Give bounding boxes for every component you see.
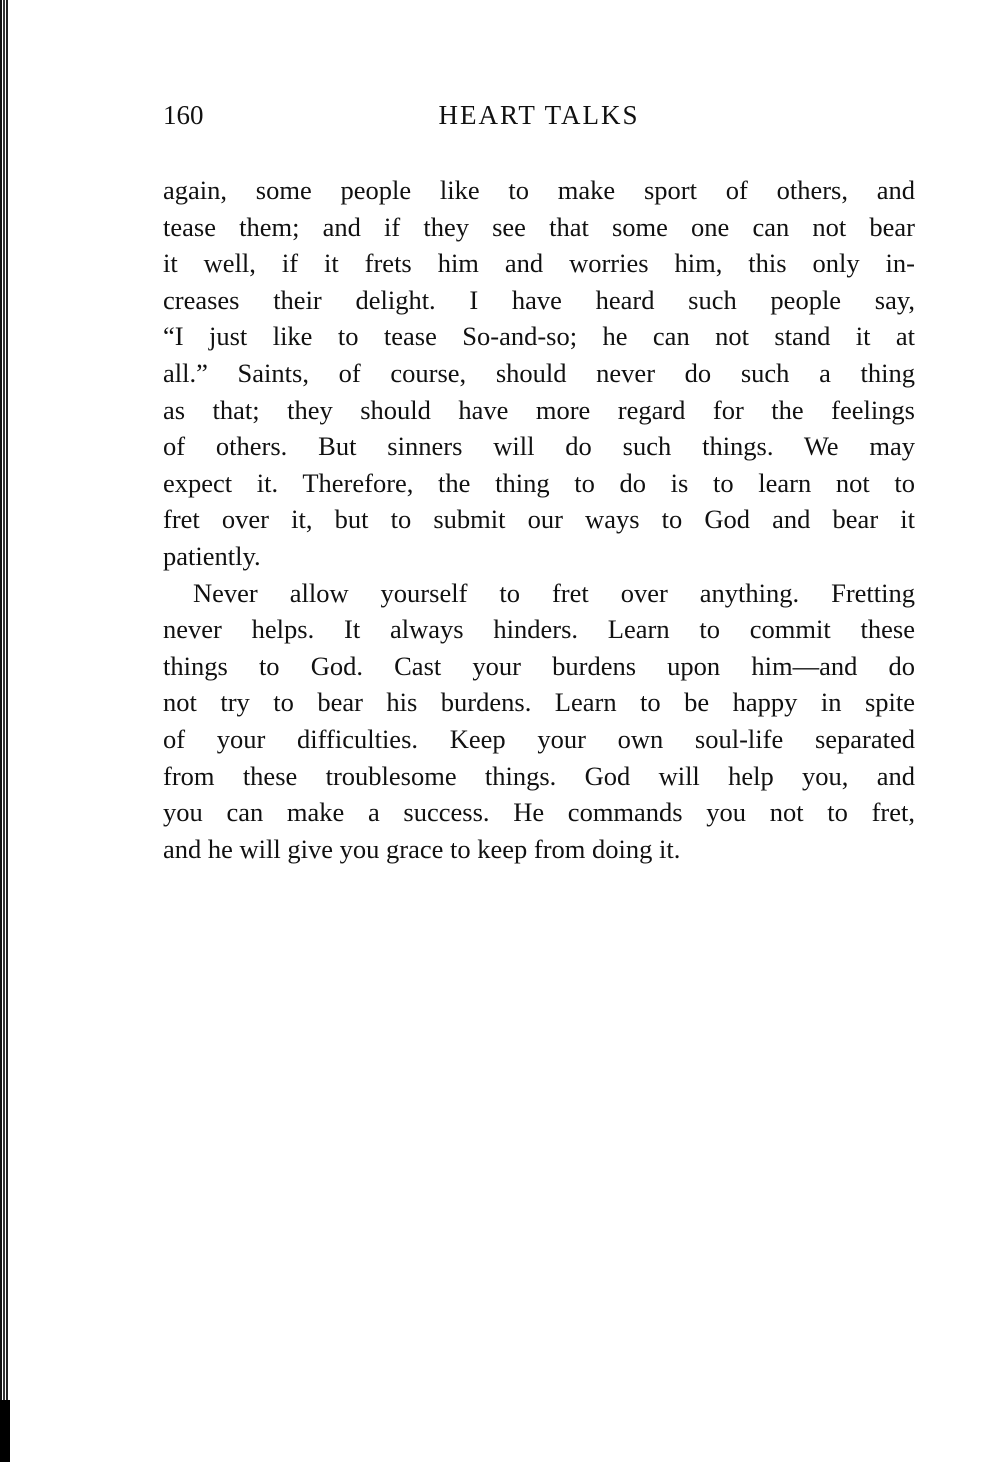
text-line: from these troublesome things. God will help you, and [163,760,915,791]
text-line: it well, if it frets him and worries him, this only in- [163,248,915,279]
text-line: again, some people like to make sport of others, and [163,175,915,205]
text-line: of your difficulties. Keep your own soul-life separated [163,723,915,754]
paragraph [163,575,915,868]
text-line: not try to bear his burdens. Learn to be happy in spite [163,687,915,718]
page-binding-shadow [0,1400,10,1462]
page-body [163,172,915,867]
running-head: HEART TALKS [438,100,640,130]
text-line: “I just like to tease So-and-so; he can not stand it at [163,321,915,352]
text-line: fret over it, but to submit our ways to God and bear it [163,504,915,535]
text-line: expect it. Therefore, the thing to do is to learn not to [163,467,915,498]
text-line: creases their delight. I have heard such people say, [163,284,915,315]
text-line: you can make a success. He commands you not to fret, [163,797,915,828]
page-binding-edge [0,0,9,1462]
text-line: all.” Saints, of course, should never do such a thing [163,357,915,388]
paragraph [163,172,915,575]
text-line: of others. But sinners will do such things. We may [163,431,915,462]
text-line: Never allow yourself to fret over anything. Fretting [193,577,915,608]
text-line: and he will give you grace to keep from doing it. [163,833,681,864]
text-line: tease them; and if they see that some one can not bear [163,211,915,242]
text-line: things to God. Cast your burdens upon him—and do [163,650,915,681]
page-number: 160 [163,100,204,130]
text-line: never helps. It always hinders. Learn to commit these [163,614,915,645]
text-line: patiently. [163,540,261,571]
page-header [163,100,915,140]
text-line: as that; they should have more regard for the feelings [163,394,915,425]
